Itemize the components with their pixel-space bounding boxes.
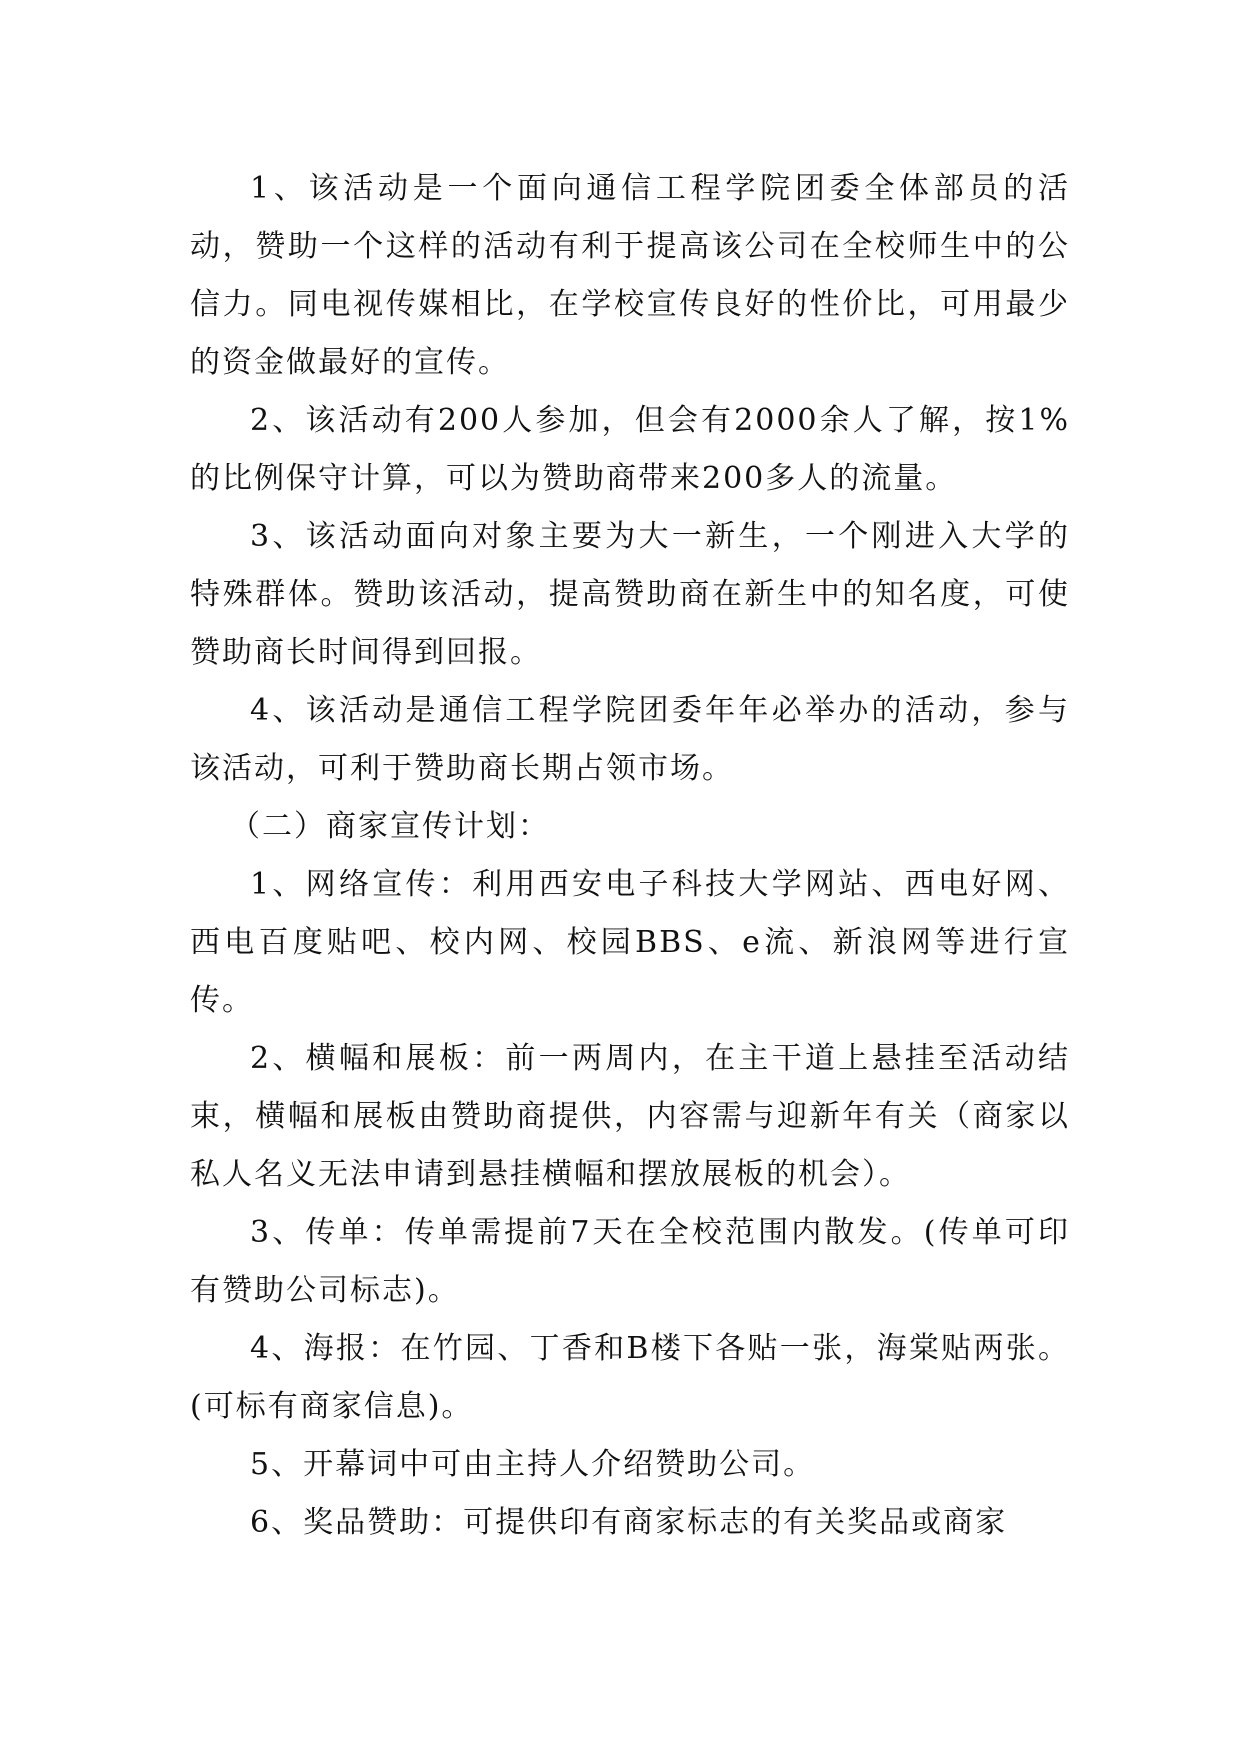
paragraph-benefit-1: 1、该活动是一个面向通信工程学院团委全体部员的活动，赞助一个这样的活动有利于提高该公司在全校师生中的公信力。同电视传媒相比，在学校宣传良好的性价比，可用最少的资金做最好的宣传。 <box>190 171 1070 380</box>
document-page <box>190 160 1070 1552</box>
paragraph-plan-3: 3、传单：传单需提前7天在全校范围内散发。(传单可印有赞助公司标志)。 <box>190 1215 1070 1308</box>
paragraph-benefit-2: 2、该活动有200人参加，但会有2000余人了解，按1%的比例保守计算，可以为赞助商带来200多人的流量。 <box>190 403 1070 496</box>
paragraph-plan-1: 1、网络宣传：利用西安电子科技大学网站、西电好网、西电百度贴吧、校内网、校园BBS、e流、新浪网等进行宣传。 <box>190 867 1070 1018</box>
paragraph-benefit-4: 4、该活动是通信工程学院团委年年必举办的活动，参与该活动，可利于赞助商长期占领市场。 <box>190 693 1070 786</box>
section-heading-merchant-plan: （二）商家宣传计划： <box>230 809 550 844</box>
paragraph-benefit-3: 3、该活动面向对象主要为大一新生，一个刚进入大学的特殊群体。赞助该活动，提高赞助商在新生中的知名度，可使赞助商长时间得到回报。 <box>190 519 1070 670</box>
paragraph-plan-2: 2、横幅和展板：前一两周内，在主干道上悬挂至活动结束，横幅和展板由赞助商提供，内容需与迎新年有关（商家以私人名义无法申请到悬挂横幅和摆放展板的机会）。 <box>190 1041 1070 1192</box>
paragraph-plan-5: 5、开幕词中可由主持人介绍赞助公司。 <box>250 1447 816 1482</box>
paragraph-plan-4: 4、海报：在竹园、丁香和B楼下各贴一张，海棠贴两张。(可标有商家信息)。 <box>190 1331 1070 1424</box>
paragraph-plan-6: 6、奖品赞助：可提供印有商家标志的有关奖品或商家 <box>250 1505 1008 1540</box>
